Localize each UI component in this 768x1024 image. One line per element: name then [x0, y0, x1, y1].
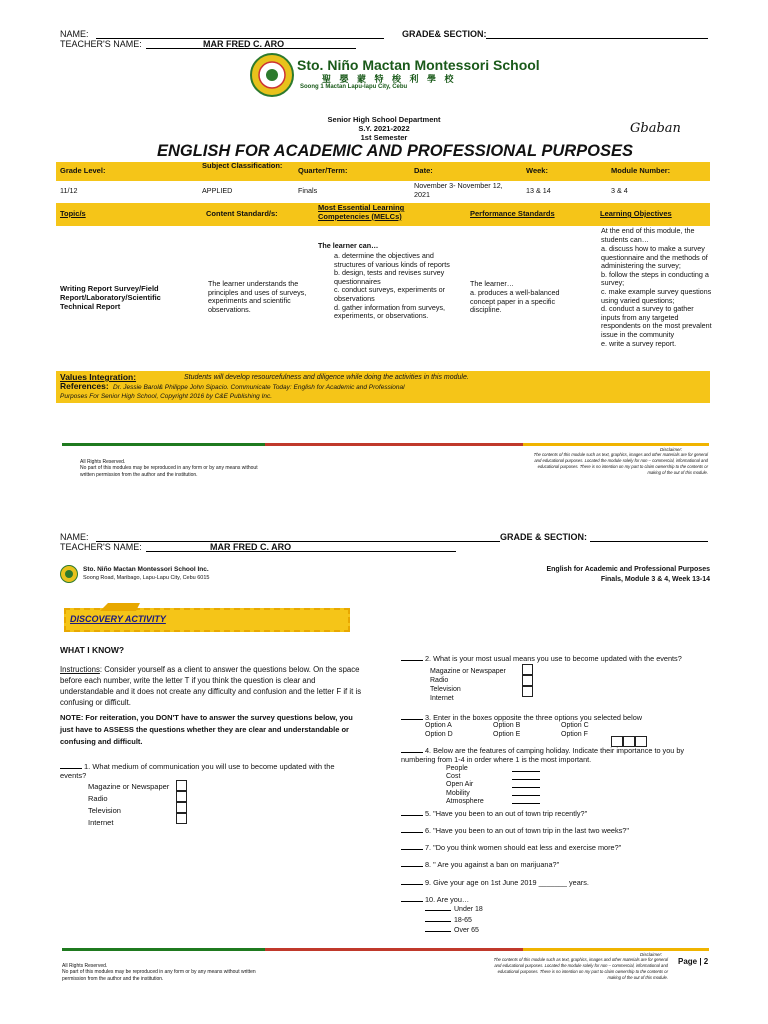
- q3: [401, 713, 642, 722]
- teacher-field-p2: [146, 551, 456, 552]
- blank-field[interactable]: [512, 780, 540, 788]
- q5: [401, 809, 587, 818]
- name-label-p2: NAME:: [60, 532, 89, 542]
- q4-text: 4. Below are the features of camping holiday. Indicate their importance to you by numbering from 1-4 in order where 1 is the most important.: [401, 746, 685, 764]
- teacher-name: MAR FRED C. ARO: [203, 39, 285, 49]
- list-item: Television: [88, 806, 121, 815]
- signature: Gbaban: [630, 121, 681, 136]
- disclaimer-text: The contents of this module such as text, graphics, images and other materials are for general and educational purposes. Located the module solely for non – commercial, informational and educational purposes. There is no intention on my part to claim ownership to the contents or making of the out of this module.: [533, 452, 708, 475]
- value-week: 13 & 14: [526, 186, 551, 195]
- list-item: Television: [430, 686, 461, 693]
- blank-field[interactable]: [512, 788, 540, 796]
- q2: [401, 654, 711, 663]
- value-module: 3 & 4: [611, 186, 628, 195]
- value-subject-class: APPLIED: [202, 186, 233, 195]
- q8: [401, 860, 559, 869]
- grade-section-field-p2[interactable]: [590, 541, 708, 542]
- instructions-label: Instructions: [60, 665, 100, 674]
- list-item: People: [446, 765, 468, 772]
- value-grade-level: 11/12: [60, 186, 78, 195]
- list-item: b. follow the steps in conducting a survey;: [601, 269, 709, 288]
- footer-stripe-red-p2: [265, 948, 523, 951]
- header-objectives: Learning Objectives: [600, 209, 672, 218]
- q4-blanks: [512, 764, 540, 804]
- q10: [401, 895, 469, 904]
- grade-section-label-p2: GRADE & SECTION:: [500, 532, 588, 542]
- school-name: Sto. Niño Mactan Montessori School: [297, 57, 540, 73]
- list-item: c. conduct surveys, experiments or observations: [334, 285, 446, 303]
- teacher-name-p2: MAR FRED C. ARO: [210, 542, 292, 552]
- course-title: English for Academic and Professional Purposes: [546, 566, 710, 573]
- performance-text: a. produces a well-balanced concept paper in a specific discipline.: [470, 288, 560, 315]
- q1-text: 1. What medium of communication you will use to become updated with the events?: [60, 762, 335, 780]
- footer-stripe-red: [265, 443, 523, 446]
- list-item: Option D: [425, 730, 453, 738]
- footer-copyright-p2: No part of this modules may be reproduced in any form or by any means without written permission from the author and the institution.: [62, 969, 256, 982]
- checkbox[interactable]: [176, 802, 187, 813]
- checkbox[interactable]: [176, 780, 187, 791]
- list-item: Mobility: [446, 789, 470, 797]
- school-logo: [250, 53, 294, 97]
- header-grade-level: Grade Level:: [60, 166, 106, 175]
- list-item: b. design, tests and revises survey questionnaires: [334, 268, 445, 286]
- list-item: e. write a survey report.: [601, 338, 677, 348]
- q7-text: 7. "Do you think women should eat less and exercise more?": [425, 843, 622, 852]
- footer-rights: All Rights Reserved.: [80, 459, 126, 465]
- objectives-list: [601, 245, 713, 348]
- q1: [60, 762, 360, 780]
- list-item: Open Air: [446, 781, 474, 789]
- references-label: References:: [60, 381, 109, 391]
- checkbox[interactable]: [522, 675, 533, 686]
- teacher-label: TEACHER'S NAME:: [60, 39, 142, 49]
- melc-intro: The learner can…: [318, 241, 379, 250]
- school-year: S.Y. 2021-2022: [358, 124, 410, 133]
- q6: [401, 826, 629, 835]
- list-item: a. discuss how to make a survey questionnaire and the methods of administering the survey;: [601, 244, 708, 271]
- department: Senior High School Department: [327, 115, 441, 124]
- topic-text: Writing Report Survey/Field Report/Laboratory/Scientific Technical Report: [60, 284, 161, 311]
- header-content-standard: Content Standard/s:: [206, 209, 278, 218]
- list-item: c. make example survey questions using varied questions;: [601, 286, 712, 305]
- checkbox[interactable]: [176, 813, 187, 824]
- instructions: [60, 664, 365, 708]
- q7: [401, 843, 621, 852]
- q4-options: [446, 765, 484, 806]
- header-date: Date:: [414, 166, 433, 175]
- q9: [401, 878, 589, 887]
- values-text: Students will develop resourcefulness and diligence while doing the activities in this module.: [184, 374, 469, 381]
- list-item: Over 65: [425, 925, 483, 936]
- name-field-p2[interactable]: [96, 541, 500, 542]
- values-label: Values Integration:: [60, 372, 137, 382]
- value-quarter: Finals: [298, 186, 318, 195]
- performance-intro: The learner…: [470, 279, 514, 288]
- q6-text: 6. "Have you been to an out of town trip in the last two weeks?": [425, 826, 629, 835]
- school-chinese: 聖 嬰 蒙 特 梭 利 學 校: [322, 74, 457, 84]
- value-date: November 3- November 12, 2021: [414, 181, 503, 199]
- disclaimer-title: Disclaimer:: [660, 447, 683, 452]
- blank-field[interactable]: [512, 772, 540, 780]
- teacher-label-p2: TEACHER'S NAME:: [60, 542, 142, 552]
- footer-stripe-green: [62, 443, 265, 446]
- checkbox[interactable]: [176, 791, 187, 802]
- checkbox[interactable]: [522, 686, 533, 697]
- footer-rights-p2: All Rights Reserved.: [62, 963, 108, 969]
- list-item: 18-65: [425, 915, 483, 926]
- list-item: Internet: [430, 695, 454, 702]
- header-module: Module Number:: [611, 166, 671, 175]
- subject-title: ENGLISH FOR ACADEMIC AND PROFESSIONAL PURPOSES: [156, 142, 634, 160]
- list-item: Radio: [430, 677, 449, 684]
- list-item: Magazine or Newspaper: [430, 668, 506, 675]
- blank-field[interactable]: [512, 796, 540, 804]
- q2-text: 2. What is your most usual means you use to become updated with the events?: [425, 654, 682, 663]
- q10-text: 10. Are you…: [425, 895, 470, 904]
- grade-section-label: GRADE& SECTION:: [402, 29, 487, 39]
- objectives-intro: At the end of this module, the students can…: [601, 226, 695, 244]
- footer-stripe-gold: [523, 443, 709, 446]
- content-standard-text: The learner understands the principles and uses of surveys, experiments and scientific observations.: [208, 279, 307, 314]
- list-item: Radio: [88, 794, 108, 803]
- footer-stripe-green-p2: [62, 948, 265, 951]
- q10-options: [425, 904, 483, 936]
- checkbox[interactable]: [522, 664, 533, 675]
- q3-text: 3. Enter in the boxes opposite the three options you selected below: [425, 713, 643, 722]
- list-item: Internet: [88, 818, 114, 827]
- school-logo-small: [60, 565, 78, 583]
- disclaimer-text-p2: The contents of this module such as text, graphics, images and other materials are for general and educational purposes. Located the module solely for non – commercial, informational and educational purposes. There is no intention on my part to claim ownership to the contents or making of the out of this module.: [493, 957, 668, 980]
- header-subject-class: Subject Classification:: [202, 161, 283, 170]
- footer-stripe-gold-p2: [523, 948, 709, 951]
- q2-options: [430, 667, 506, 703]
- list-item: Cost: [446, 773, 461, 781]
- grade-section-field[interactable]: [486, 38, 708, 39]
- list-item: d. gather information from surveys, experiments, or observations.: [334, 302, 446, 321]
- header-melcs: Most Essential Learning Competencies (MELCs): [318, 203, 405, 221]
- discovery-title: DISCOVERY ACTIVITY: [70, 614, 166, 624]
- list-item: Option B: [493, 722, 521, 729]
- list-item: Under 18: [425, 904, 483, 915]
- banner-tab-icon: [100, 603, 140, 611]
- q5-text: 5. "Have you been to an out of town trip recently?": [425, 809, 588, 818]
- what-i-know: WHAT I KNOW?: [60, 645, 125, 655]
- name-label: NAME:: [60, 29, 89, 39]
- disclaimer-title-p2: Disclaimer:: [640, 952, 663, 957]
- q9-text: 9. Give your age on 1st June 2019 _______ years.: [425, 878, 589, 887]
- list-item: Option F: [561, 730, 588, 738]
- references-text: Dr. Jessie Barol& Philippe John Sipacio. Communicate Today: English for Academic and Professional Purposes For Senior High School, Copyright 2016 by C&E Publishing Inc.: [60, 384, 405, 400]
- q4: [401, 746, 711, 764]
- header-topics: Topic/s: [60, 209, 86, 218]
- header-quarter: Quarter/Term:: [298, 166, 348, 175]
- list-item: Option E: [493, 730, 521, 738]
- blank-field[interactable]: [512, 764, 540, 772]
- header-week: Week:: [526, 166, 548, 175]
- instructions-text: : Consider yourself as a client to answer the questions below. On the space before each number, write the letter T if you think the question is clear and understandable and it does not create any difficulty and confusion and the letter F if it is confusing or difficult.: [60, 665, 362, 707]
- list-item: Option A: [425, 722, 452, 729]
- page-number: Page | 2: [678, 957, 709, 966]
- footer-copyright: No part of this modules may be reproduced in any form or by any means without written permission from the author and the institution.: [80, 465, 258, 478]
- list-item: Magazine or Newspaper: [88, 782, 170, 791]
- q8-text: 8. " Are you against a ban on marijuana?": [425, 860, 560, 869]
- melc-list: [334, 252, 459, 321]
- school-address: Soong 1 Mactan Lapu-lapu City, Cebu: [300, 84, 408, 90]
- semester: 1st Semester: [360, 133, 408, 142]
- list-item: Atmosphere: [446, 797, 484, 805]
- q1-options: [88, 781, 169, 829]
- note: NOTE: For reiteration, you DON'T have to answer the survey questions below, you just have to ASSESS the questions whether they are clear and understandable or confusing and difficult.: [60, 713, 353, 746]
- course-sub: Finals, Module 3 & 4, Week 13-14: [600, 576, 710, 583]
- school-inc: Sto. Niño Mactan Montessori School Inc.: [83, 566, 209, 573]
- q2-checkboxes: [522, 664, 533, 697]
- list-item: d. conduct a survey to gather inputs from any targeted respondents on the most prevalent issue in the community: [601, 304, 712, 339]
- list-item: a. determine the objectives and structures of various kinds of reports: [334, 251, 450, 269]
- header-performance: Performance Standards: [470, 209, 555, 218]
- q1-checkboxes: [176, 780, 187, 824]
- school-address-p2: Soong Road, Maribago, Lapu-Lapu City, Cebu 6015: [83, 575, 210, 581]
- list-item: Option C: [561, 722, 589, 729]
